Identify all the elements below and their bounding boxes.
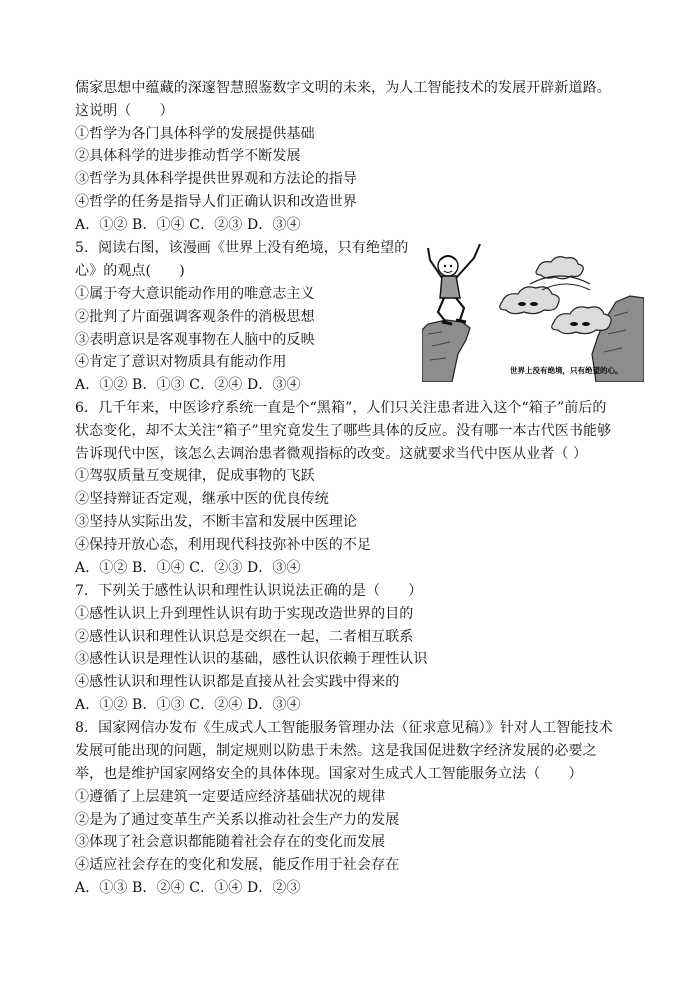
q7-stem-line1: 7．下列关于感性认识和理性认识说法正确的是（ ） — [75, 583, 423, 599]
q6-stem-line2: 状态变化，却不太关注“箱子”里究竟发生了哪些具体的反应。没有哪一本古代医书能够 — [75, 423, 612, 439]
q6-stem-line1: 6．几千年来，中医诊疗系统一直是个“黑箱”，人们只关注患者进入这个“箱子”前后的 — [75, 400, 607, 416]
q6-option-3: ③坚持从实际出发，不断丰富和发展中医理论 — [75, 514, 357, 530]
q6-option-1: ①驾驭质量互变规律，促成事物的飞跃 — [75, 468, 315, 484]
cartoon-illustration — [422, 236, 644, 382]
q8-option-3: ③体现了社会意识都能随着社会存在的变化而发展 — [75, 834, 386, 850]
q5-stem-line2: 心》的观点( ) — [75, 263, 185, 279]
q5-choices: A．①② B．①③ C．②④ D．③④ — [75, 377, 301, 393]
q6-option-4: ④保持开放心态，利用现代科技弥补中医的不足 — [75, 537, 372, 553]
q4-stem-line2: 这说明（ ） — [75, 103, 174, 119]
q8-option-4: ④适应社会存在的变化和发展，能反作用于社会存在 — [75, 857, 400, 873]
q4-choices: A．①② B．①④ C．②③ D．③④ — [75, 217, 301, 233]
q5-option-2: ②批判了片面强调客观条件的消极思想 — [75, 309, 315, 325]
q6-option-2: ②坚持辩证否定观，继承中医的优良传统 — [75, 491, 329, 507]
q8-choices: A．①③ B．②④ C．①④ D．②③ — [75, 880, 301, 896]
q4-option-4: ④哲学的任务是指导人们正确认识和改造世界 — [75, 194, 357, 210]
q8-stem-line1: 8．国家网信办发布《生成式人工智能服务管理办法（征求意见稿）》针对人工智能技术 — [75, 720, 613, 736]
q8-stem-line2: 发展可能出现的问题，制定规则以防患于未然。这是我国促进数字经济发展的必要之 — [75, 743, 597, 759]
q7-option-1: ①感性认识上升到理性认识有助于实现改造世界的目的 — [75, 606, 414, 622]
q4-stem-line1: 儒家思想中蕴藏的深邃智慧照鉴数字文明的未来，为人工智能技术的发展开辟新道路。 — [75, 80, 611, 96]
q4-option-3: ③哲学为具体科学提供世界观和方法论的指导 — [75, 171, 357, 187]
q8-stem-line3: 举，也是维护国家网络安全的具体体现。国家对生成式人工智能服务立法（ ） — [75, 766, 583, 782]
q8-option-1: ①遵循了上层建筑一定要适应经济基础状况的规律 — [75, 789, 386, 805]
q8-option-2: ②是为了通过变革生产关系以推动社会生产力的发展 — [75, 812, 400, 828]
q5-option-1: ①属于夸大意识能动作用的唯意志主义 — [75, 286, 315, 302]
q4-option-1: ①哲学为各门具体科学的发展提供基础 — [75, 126, 315, 142]
cartoon-drawing — [422, 236, 644, 382]
q7-option-2: ②感性认识和理性认识总是交织在一起，二者相互联系 — [75, 629, 414, 645]
q6-choices: A．①② B．①④ C．②③ D．③④ — [75, 560, 301, 576]
q7-option-4: ④感性认识和理性认识都是直接从社会实践中得来的 — [75, 674, 400, 690]
q6-stem-line3: 告诉现代中医，该怎么去调治患者微观指标的改变。这就要求当代中医从业者（ ） — [75, 446, 588, 462]
cartoon-caption: 世界上没有绝境，只有绝望的心。 — [510, 366, 623, 375]
q7-choices: A．①② B．①③ C．②④ D．③④ — [75, 697, 301, 713]
q5-option-3: ③表明意识是客观事物在人脑中的反映 — [75, 332, 315, 348]
q4-option-2: ②具体科学的进步推动哲学不断发展 — [75, 148, 301, 164]
q7-option-3: ③感性认识是理性认识的基础，感性认识依赖于理性认识 — [75, 651, 428, 667]
q5-stem-line1: 5．阅读右图，该漫画《世界上没有绝境，只有绝望的 — [75, 240, 409, 256]
q5-option-4: ④肯定了意识对物质具有能动作用 — [75, 354, 287, 370]
